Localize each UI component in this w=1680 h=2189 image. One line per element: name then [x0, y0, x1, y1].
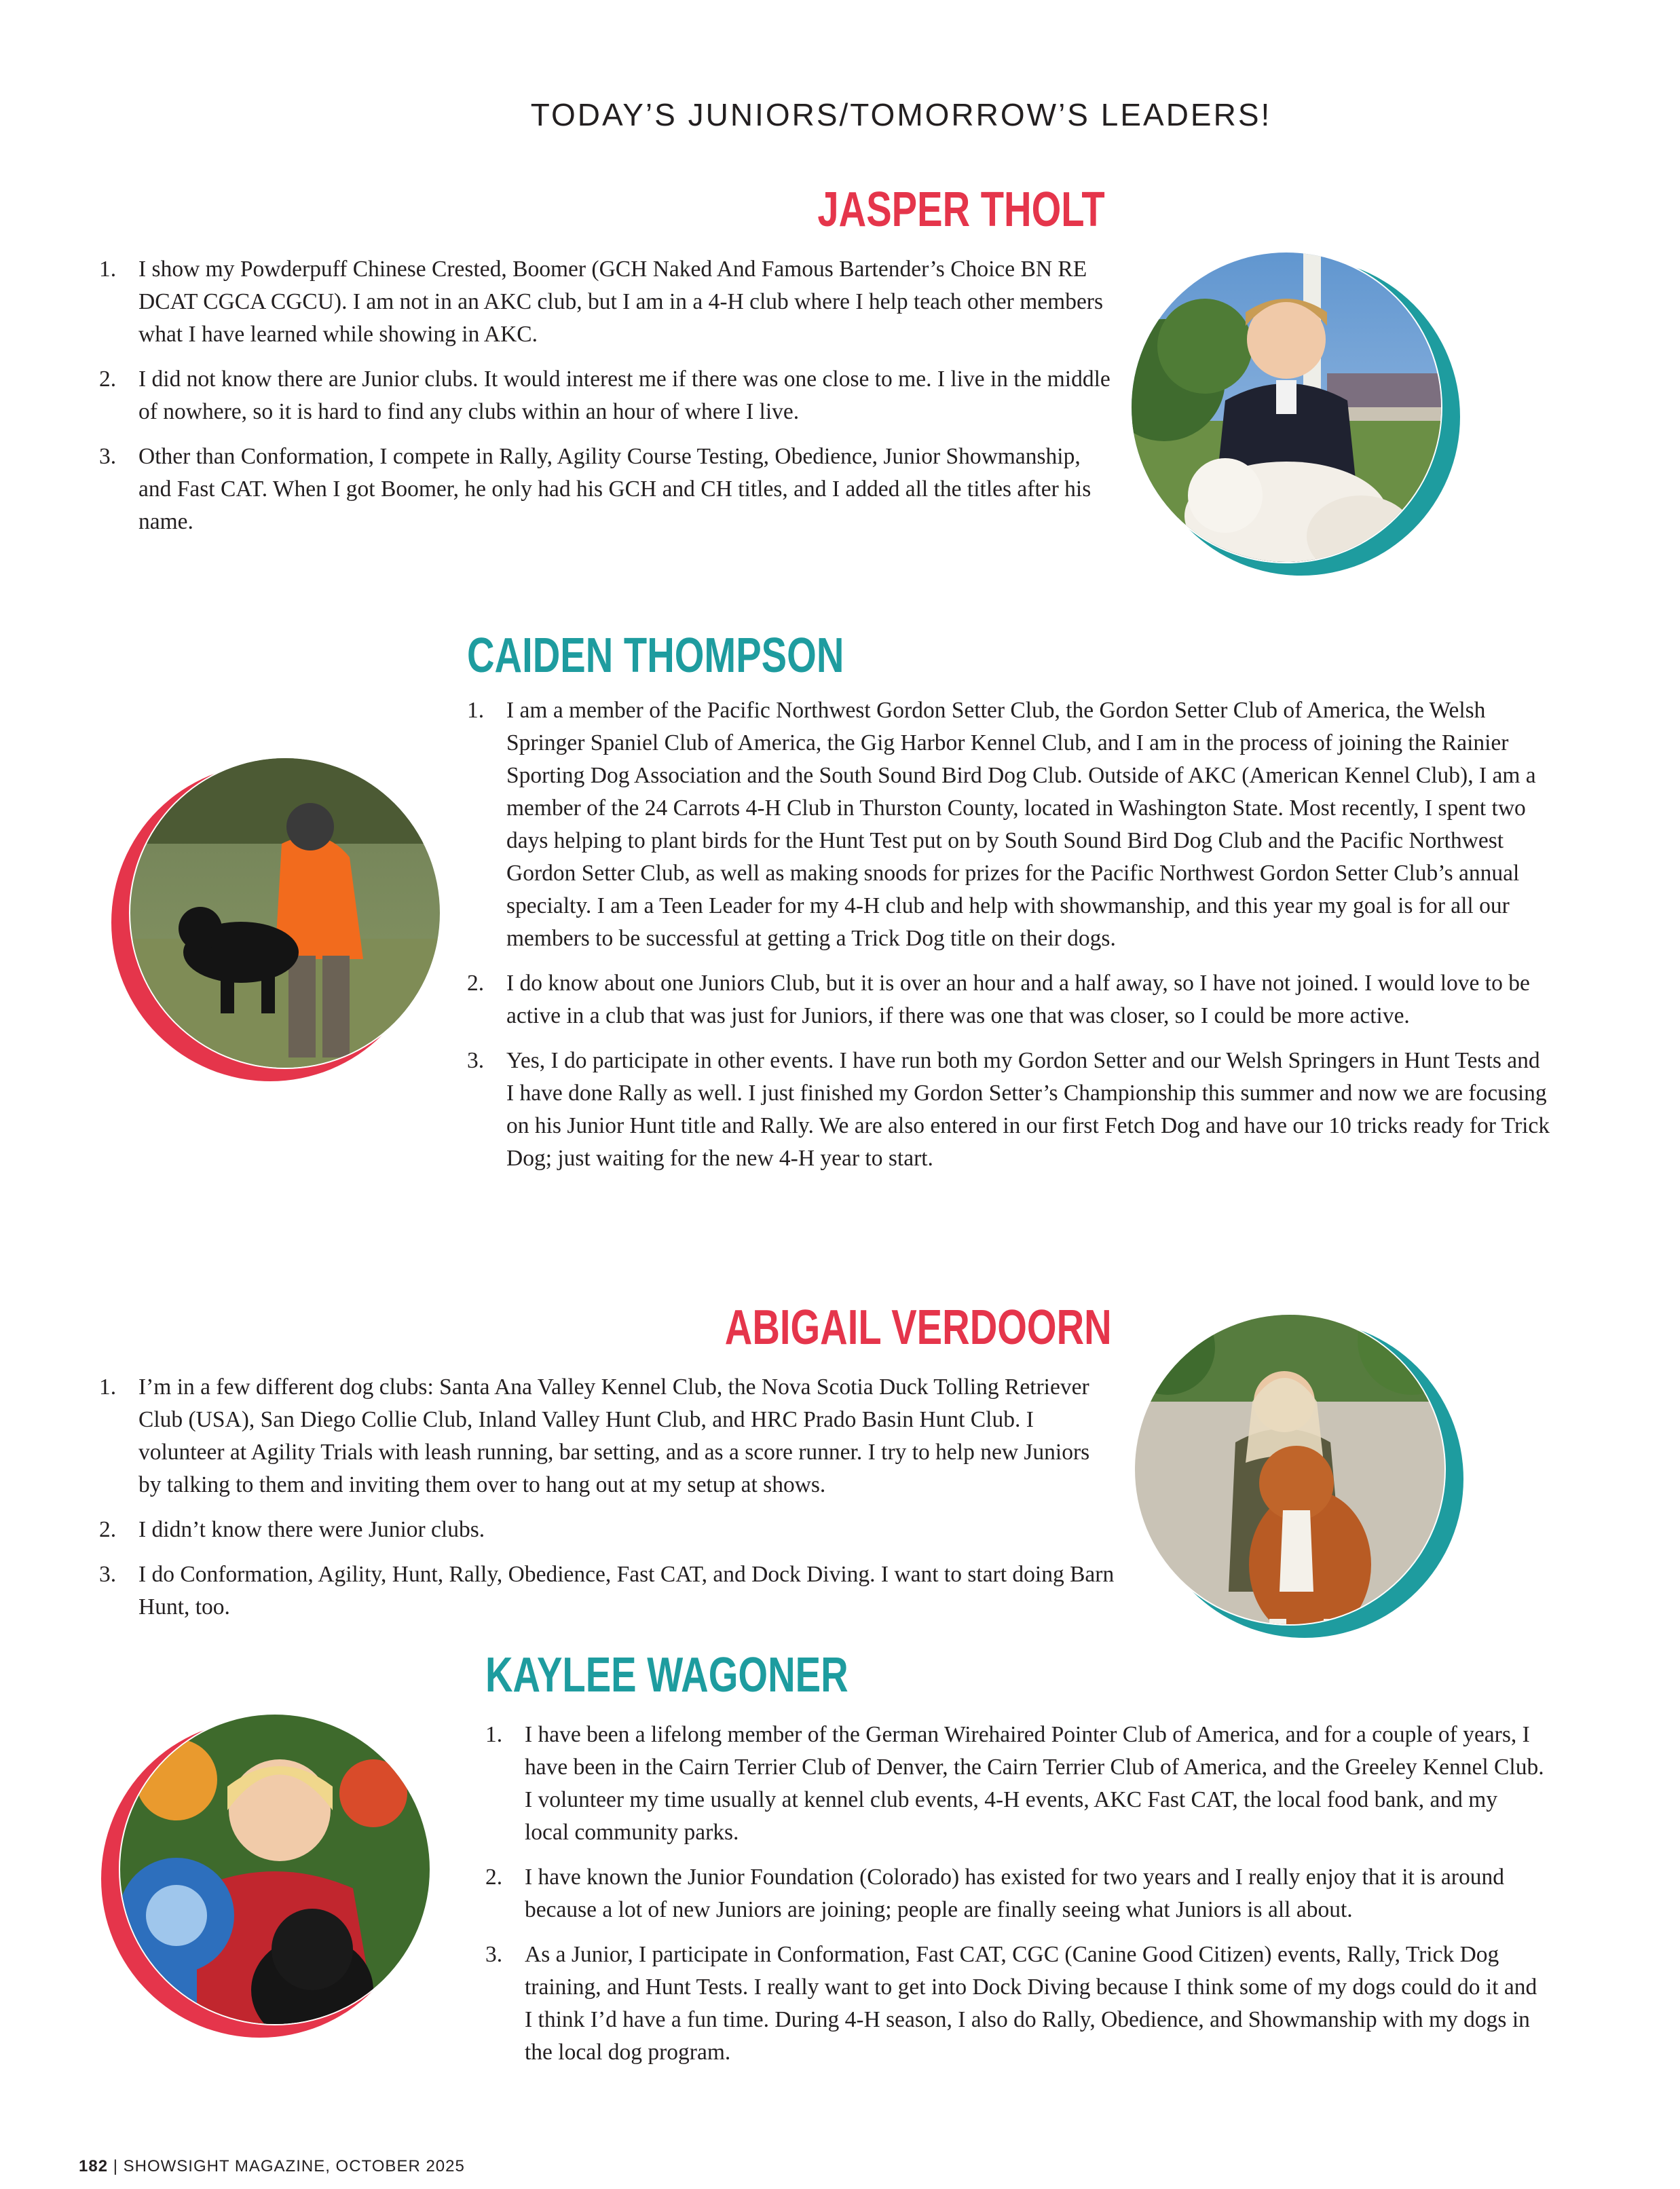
publication-name: SHOWSIGHT MAGAZINE, OCTOBER 2025	[123, 2157, 465, 2175]
answer-text: I do know about one Juniors Club, but it is over an hour and a half away, so I have not joined. I would love to be active in a club that was just for Juniors, if there was one that was closer, so I could be more active.	[506, 971, 1530, 1028]
junior-name-abigail: ABIGAIL VERDOORN	[725, 1301, 1112, 1355]
answers-jasper	[99, 253, 1110, 550]
answer-number: 3.	[99, 444, 117, 469]
answer-item	[99, 1514, 1117, 1546]
answer-text: I did not know there are Junior clubs. It would interest me if there was one close to me. I live in the middle of nowhere, so it is hard to find any clubs within an hour of where I live.	[138, 367, 1110, 424]
photo-caiden	[105, 735, 458, 1088]
answer-item	[467, 1045, 1553, 1175]
answer-item	[99, 363, 1110, 428]
answer-text: I have been a lifelong member of the German Wirehaired Pointer Club of America, and for a couple of years, I have been in the Cairn Terrier Club of Denver, the Cairn Terrier Club of America, and the Greeley Kennel Club. I volunteer my time usually at kennel club events, 4-H events, AKC Fast CAT, the local food bank, and my local community parks.	[525, 1722, 1544, 1845]
answer-text: I show my Powderpuff Chinese Crested, Boomer (GCH Naked And Famous Bartender’s Choice BN RE DCAT CGCA CGCU). I am not in an AKC club, but I am in a 4-H club where I help teach other members what I have learned while showing in AKC.	[138, 257, 1104, 347]
answer-number: 3.	[99, 1562, 117, 1587]
answer-item	[485, 1719, 1544, 1849]
answer-number: 3.	[485, 1942, 503, 1967]
answer-item	[485, 1861, 1544, 1926]
answer-item	[467, 694, 1553, 955]
answer-text: I’m in a few different dog clubs: Santa Ana Valley Kennel Club, the Nova Scotia Duck Tolling Retriever Club (USA), San Diego Collie Club, Inland Valley Hunt Club, and HRC Prado Basin Hunt Club. I volunteer at Agility Trials with leash running, bar setting, and as a score runner. I try to help new Juniors by talking to them and inviting them over to hang out at my setup at shows.	[138, 1374, 1090, 1497]
answer-number: 1.	[99, 257, 117, 282]
answer-item	[467, 967, 1553, 1032]
photo-jasper	[1123, 244, 1476, 597]
junior-name-caiden: CAIDEN THOMPSON	[467, 629, 844, 683]
answer-number: 1.	[485, 1722, 503, 1747]
answer-number: 2.	[99, 1517, 117, 1542]
answer-item	[485, 1939, 1544, 2069]
answer-text: Yes, I do participate in other events. I have run both my Gordon Setter and our Welsh Springers in Hunt Tests and I have done Rally as well. I just finished my Gordon Setter’s Championship this summer and now we are focusing on his Junior Hunt title and Rally. We are also entered in our first Fetch Dog and have our 10 tricks ready for Trick Dog; just waiting for the new 4-H year to start.	[506, 1048, 1550, 1171]
page-number: 182	[79, 2157, 109, 2175]
junior-name-kaylee: KAYLEE WAGONER	[485, 1648, 848, 1702]
answer-item	[99, 253, 1110, 351]
answers-abigail	[99, 1371, 1117, 1636]
answer-item	[99, 1371, 1117, 1501]
answers-kaylee	[485, 1719, 1544, 2081]
answer-text: I have known the Junior Foundation (Colorado) has existed for two years and I really enjoy that it is around because a lot of new Juniors are joining; people are finally seeing what Juniors is all about.	[525, 1865, 1504, 1922]
junior-name-jasper: JASPER THOLT	[817, 183, 1105, 237]
answer-number: 1.	[467, 698, 485, 723]
answer-number: 2.	[99, 367, 117, 392]
answer-item	[99, 441, 1110, 538]
answer-text: I do Conformation, Agility, Hunt, Rally, Obedience, Fast CAT, and Dock Diving. I want to start doing Barn Hunt, too.	[138, 1562, 1115, 1620]
answer-text: Other than Conformation, I compete in Rally, Agility Course Testing, Obedience, Junior Showmanship, and Fast CAT. When I got Boomer, he only had his GCH and CH titles, and I added all the titles after his name.	[138, 444, 1091, 534]
answer-number: 1.	[99, 1374, 117, 1400]
answer-number: 3.	[467, 1048, 485, 1073]
answer-number: 2.	[467, 971, 485, 996]
answer-text: I didn’t know there were Junior clubs.	[138, 1517, 485, 1542]
answer-number: 2.	[485, 1865, 503, 1890]
page-header: TODAY’S JUNIORS/TOMORROW’S LEADERS!	[530, 97, 1272, 132]
answer-text: As a Junior, I participate in Conformation, Fast CAT, CGC (Canine Good Citizen) events, Rally, Trick Dog training, and Hunt Tests. I really want to get into Dock Diving because I think some of my dogs could do it and I think I’d have a fun time. During 4-H season, I also do Rally, Obedience, and Showmanship with my dogs in the local dog program.	[525, 1942, 1537, 2065]
photo-abigail	[1127, 1307, 1480, 1660]
answers-caiden	[467, 694, 1553, 1187]
answer-item	[99, 1558, 1117, 1624]
footer-separator: |	[113, 2157, 118, 2175]
page-footer	[79, 2157, 465, 2176]
answer-text: I am a member of the Pacific Northwest Gordon Setter Club, the Gordon Setter Club of America, the Welsh Springer Spaniel Club of America, the Gig Harbor Kennel Club, and I am in the process of joining the Rainier Sporting Dog Association and the South Sound Bird Dog Club. Outside of AKC (American Kennel Club), I am a member of the 24 Carrots 4-H Club in Thurston County, located in Washington State. Most recently, I spent two days helping to plant birds for the Hunt Test put on by South Sound Bird Dog Club and the Pacific Northwest Gordon Setter Club, as well as making snoods for prizes for the Pacific Northwest Gordon Setter Club’s annual specialty. I am a Teen Leader for my 4-H club and help with showmanship, and this year my goal is for all our members to be successful at getting a Trick Dog title on their dogs.	[506, 698, 1536, 951]
photo-kaylee	[95, 1691, 448, 2044]
